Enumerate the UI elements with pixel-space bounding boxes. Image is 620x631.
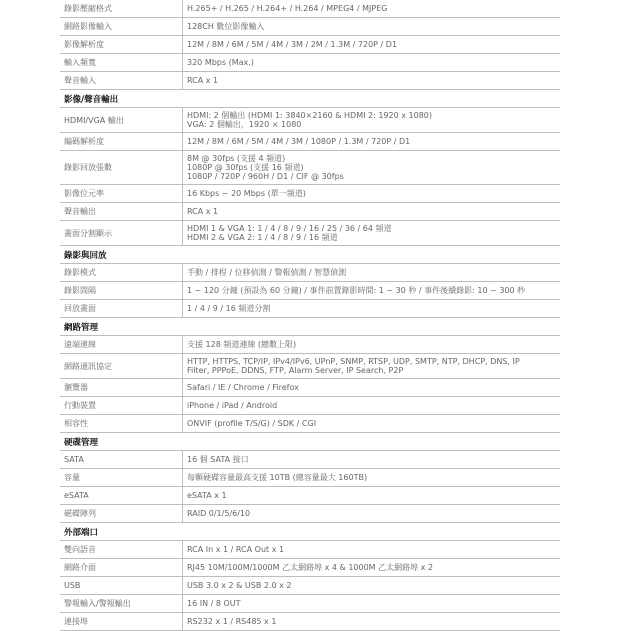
spec-value-line: 128CH 數位影像輸入 — [187, 22, 265, 31]
spec-label: 行動裝置 — [60, 397, 183, 414]
spec-value-line: eSATA x 1 — [187, 491, 227, 500]
spec-value — [183, 108, 560, 132]
spec-value-line: VGA: 2 個輸出，1920 × 1080 — [187, 120, 302, 129]
spec-value-line: ONVIF (profile T/S/G) / SDK / CGI — [187, 419, 317, 428]
spec-value-line: 1 / 4 / 9 / 16 頻道分割 — [187, 304, 271, 313]
spec-label: 相容性 — [60, 415, 183, 432]
spec-value — [183, 397, 560, 414]
spec-label: 影像位元率 — [60, 185, 183, 202]
spec-row — [60, 185, 560, 203]
spec-label: 容量 — [60, 469, 183, 486]
spec-row — [60, 72, 560, 90]
spec-value-line: 每顆硬碟容量最高支援 10TB (總容量最大 160TB) — [187, 473, 368, 482]
spec-value — [183, 415, 560, 432]
spec-value — [183, 221, 560, 245]
spec-label: 錄影模式 — [60, 264, 183, 281]
spec-value — [183, 595, 560, 612]
spec-value-line: HDMI 1 & VGA 1: 1 / 4 / 8 / 9 / 16 / 25 / 36 / 64 頻道 — [187, 224, 392, 233]
spec-value — [183, 451, 560, 468]
spec-value-line: RCA In x 1 / RCA Out x 1 — [187, 545, 285, 554]
spec-row — [60, 221, 560, 246]
spec-label: 警報輸入/警報輸出 — [60, 595, 183, 612]
spec-row — [60, 151, 560, 185]
spec-value-line: 8M @ 30fps (支援 4 頻道) — [187, 154, 286, 163]
spec-label: 輸入頻寬 — [60, 54, 183, 71]
spec-label: 聲音輸入 — [60, 72, 183, 89]
spec-row — [60, 559, 560, 577]
section-heading: 影像/聲音輸出 — [60, 90, 560, 108]
spec-label: 網路介面 — [60, 559, 183, 576]
spec-value — [183, 54, 560, 71]
spec-label: 影像解析度 — [60, 36, 183, 53]
spec-value-line: 12M / 8M / 6M / 5M / 4M / 3M / 2M / 1.3M / 720P / D1 — [187, 40, 398, 49]
spec-value — [183, 72, 560, 89]
spec-label: SATA — [60, 451, 183, 468]
section-heading: 硬碟管理 — [60, 433, 560, 451]
section-heading: 網路管理 — [60, 318, 560, 336]
spec-row — [60, 336, 560, 354]
spec-label: HDMI/VGA 輸出 — [60, 108, 183, 132]
spec-row — [60, 264, 560, 282]
spec-value — [183, 379, 560, 396]
spec-value — [183, 577, 560, 594]
spec-value-line: 1 ~ 120 分鐘 (預設為 60 分鐘) / 事件前置錄影時間: 1 ~ 30 秒 / 事件後續錄影: 10 ~ 300 秒 — [187, 286, 526, 295]
spec-value — [183, 469, 560, 486]
spec-value-line: 1080P / 720P / 960H / D1 / CIF @ 30fps — [187, 172, 344, 181]
spec-value-line: Safari / IE / Chrome / Firefox — [187, 383, 299, 392]
spec-label: eSATA — [60, 487, 183, 504]
spec-row — [60, 18, 560, 36]
spec-row — [60, 505, 560, 523]
spec-row — [60, 469, 560, 487]
spec-row — [60, 36, 560, 54]
spec-label: 聲音輸出 — [60, 203, 183, 220]
spec-value-line: RJ45 10M/100M/1000M 乙太網路埠 x 4 & 1000M 乙太網路埠 x 2 — [187, 563, 434, 572]
spec-value — [183, 541, 560, 558]
spec-label: 遠端連線 — [60, 336, 183, 353]
spec-row — [60, 354, 560, 379]
spec-label: 畫面分割顯示 — [60, 221, 183, 245]
spec-value-line: 16 個 SATA 接口 — [187, 455, 249, 464]
spec-label: 網路影像輸入 — [60, 18, 183, 35]
spec-value — [183, 151, 560, 184]
spec-value-line: 支援 128 頻道連線 (總數上限) — [187, 340, 297, 349]
spec-value — [183, 18, 560, 35]
spec-value-line: HDMI 2 & VGA 2: 1 / 4 / 8 / 9 / 16 頻道 — [187, 233, 338, 242]
spec-value — [183, 300, 560, 317]
section-heading: 錄影與回放 — [60, 246, 560, 264]
spec-value-line: 16 IN / 8 OUT — [187, 599, 241, 608]
spec-value — [183, 487, 560, 504]
spec-row — [60, 300, 560, 318]
spec-value — [183, 282, 560, 299]
spec-label: 瀏覽器 — [60, 379, 183, 396]
spec-label: 磁碟陣列 — [60, 505, 183, 522]
spec-row — [60, 133, 560, 151]
spec-value — [183, 133, 560, 150]
spec-value-line: H.265+ / H.265 / H.264+ / H.264 / MPEG4 / MJPEG — [187, 4, 388, 13]
spec-row — [60, 203, 560, 221]
spec-row — [60, 415, 560, 433]
spec-value-line: RS232 x 1 / RS485 x 1 — [187, 617, 277, 626]
spec-label: 錄影間隔 — [60, 282, 183, 299]
spec-value-line: 1080P @ 30fps (支援 16 頻道) — [187, 163, 304, 172]
spec-value-line: Filter, PPPoE, DDNS, FTP, Alarm Server, IP Search, P2P — [187, 366, 404, 375]
spec-value-line: RAID 0/1/5/6/10 — [187, 509, 251, 518]
spec-row — [60, 54, 560, 72]
spec-value-line: 手動 / 排程 / 位移偵測 / 警報偵測 / 智慧偵測 — [187, 268, 347, 277]
spec-value — [183, 203, 560, 220]
spec-value-line: 16 Kbps ~ 20 Mbps (單一頻道) — [187, 189, 306, 198]
spec-row — [60, 487, 560, 505]
spec-value-line: RCA x 1 — [187, 207, 219, 216]
spec-row — [60, 613, 560, 631]
spec-row — [60, 108, 560, 133]
spec-row — [60, 541, 560, 559]
spec-value-line: 320 Mbps (Max.) — [187, 58, 254, 67]
spec-row — [60, 397, 560, 415]
spec-row — [60, 379, 560, 397]
spec-label: USB — [60, 577, 183, 594]
spec-label: 回放畫面 — [60, 300, 183, 317]
spec-value-line: iPhone / iPad / Android — [187, 401, 278, 410]
spec-value — [183, 336, 560, 353]
spec-label: 連接埠 — [60, 613, 183, 630]
spec-value-line: HDMI: 2 個輸出 (HDMI 1: 3840×2160 & HDMI 2: 1920 x 1080) — [187, 111, 432, 120]
section-heading: 外部端口 — [60, 523, 560, 541]
spec-value — [183, 0, 560, 17]
spec-value — [183, 36, 560, 53]
spec-label: 錄影壓縮格式 — [60, 0, 183, 17]
spec-value-line: RCA x 1 — [187, 76, 219, 85]
spec-value — [183, 505, 560, 522]
spec-value — [183, 354, 560, 378]
spec-value-line: 12M / 8M / 6M / 5M / 4M / 3M / 1080P / 1.3M / 720P / D1 — [187, 137, 411, 146]
spec-value — [183, 185, 560, 202]
spec-table — [60, 0, 560, 631]
spec-value-line: HTTP, HTTPS, TCP/IP, IPv4/IPv6, UPnP, SNMP, RTSP, UDP, SMTP, NTP, DHCP, DNS, IP — [187, 357, 520, 366]
spec-row — [60, 451, 560, 469]
spec-label: 編碼解析度 — [60, 133, 183, 150]
spec-row — [60, 0, 560, 18]
spec-value — [183, 559, 560, 576]
spec-row — [60, 282, 560, 300]
spec-value-line: USB 3.0 x 2 & USB 2.0 x 2 — [187, 581, 292, 590]
spec-label: 雙向語音 — [60, 541, 183, 558]
spec-row — [60, 595, 560, 613]
spec-label: 錄影回放張數 — [60, 151, 183, 184]
spec-row — [60, 577, 560, 595]
spec-label: 網路通訊協定 — [60, 354, 183, 378]
spec-value — [183, 264, 560, 281]
spec-value — [183, 613, 560, 630]
